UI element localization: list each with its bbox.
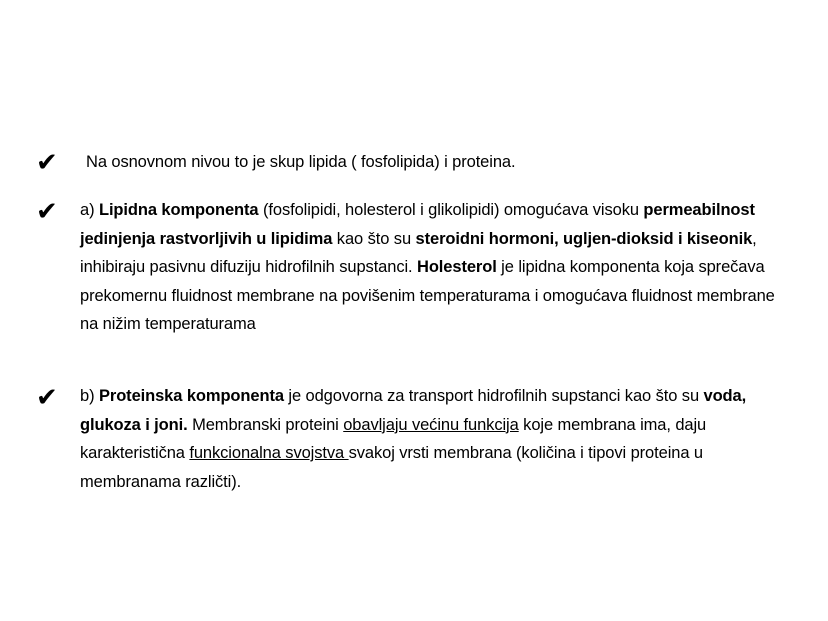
text-run: kao što su: [332, 229, 416, 248]
text-run: a): [80, 201, 99, 219]
text-run: koje membrana ima, daju karakteristična: [80, 415, 707, 462]
underlined-text: obavljaju većinu funkcija: [343, 415, 519, 434]
underlined-text: funkcionalna svojstva: [189, 444, 349, 462]
text-run: b): [80, 387, 99, 405]
text-run: svakoj vrsti membrana (količina i tipovi proteina u membranama različti).: [80, 444, 703, 491]
checkmark-icon: ✔: [36, 383, 58, 413]
text-run: , inhibiraju pasivnu difuziju hidrofilnih supstanci.: [80, 229, 757, 276]
checkmark-icon: ✔: [36, 148, 58, 178]
bullet-text: [80, 196, 780, 339]
bold-text: steroidni hormoni, ugljen-dioksid i kiseonik: [415, 229, 753, 248]
text-run: Na osnovnom nivou to je skup lipida ( fosfolipida) i proteina.: [86, 153, 516, 171]
bold-text: voda, glukoza i joni.: [80, 387, 747, 434]
bold-text: Proteinska komponenta: [98, 387, 284, 405]
text-run: Membranski proteini: [187, 415, 344, 434]
bullet-text: [80, 382, 780, 496]
bullet-text: [86, 148, 786, 177]
bold-text: Lipidna komponenta: [98, 201, 259, 219]
bold-text: Holesterol: [417, 258, 497, 276]
text-run: je odgovorna za transport hidrofilnih supstanci kao što su: [283, 387, 704, 405]
bold-text: permeabilnost jedinjenja rastvorljivih u lipidima: [80, 201, 755, 248]
checkmark-icon: ✔: [36, 197, 58, 227]
text-run: (fosfolipidi, holesterol i glikolipidi) omogućava visoku: [258, 201, 644, 219]
text-run: je lipidna komponenta koja sprečava prekomernu fluidnost membrane na povišenim temperaturama i omogućava fluidnost membrane na nižim temperaturama: [80, 258, 775, 333]
